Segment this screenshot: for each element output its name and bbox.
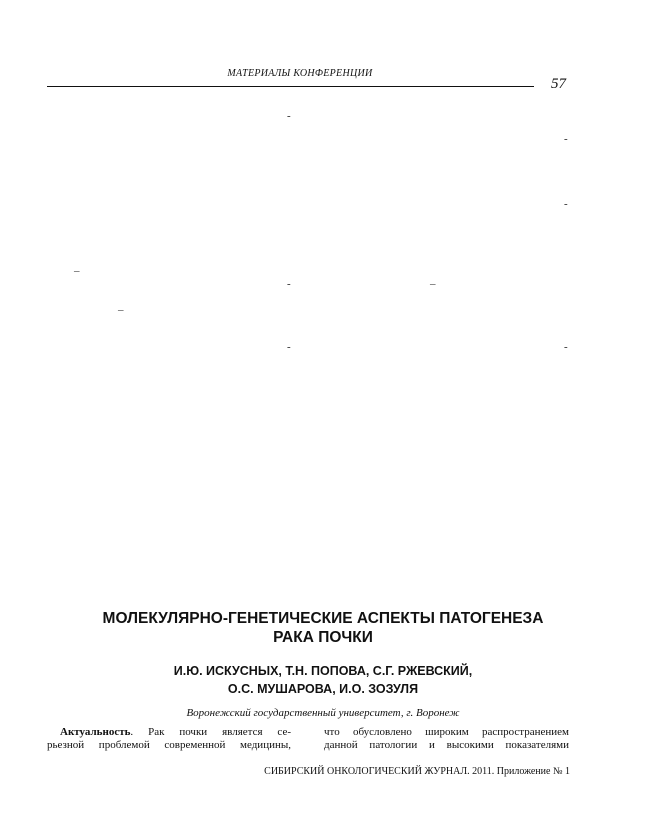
stray-dash: – [118, 304, 124, 316]
stray-dash: - [287, 110, 291, 122]
article-authors [40, 662, 606, 698]
body-column-left [47, 726, 291, 752]
authors-line: О.С. МУШАРОВА, И.О. ЗОЗУЛЯ [227, 682, 419, 696]
article-affiliation: Воронежский государственный университет, г. Воронеж [186, 707, 460, 719]
authors-line: И.Ю. ИСКУСНЫХ, Т.Н. ПОПОВА, С.Г. РЖЕВСКИЙ, [173, 664, 473, 678]
running-header: МАТЕРИАЛЫ КОНФЕРЕНЦИИ [227, 68, 373, 79]
stray-dash: - [287, 341, 291, 353]
article-title-line: РАКА ПОЧКИ [273, 629, 373, 646]
section-lead: Актуальность [60, 726, 131, 738]
body-line: что обусловлено широким распространением [324, 726, 569, 738]
journal-footer: СИБИРСКИЙ ОНКОЛОГИЧЕСКИЙ ЖУРНАЛ. 2011. Приложение № 1 [264, 766, 570, 777]
page-number: 57 [551, 76, 566, 92]
body-text: . Рак почки является се- [130, 726, 291, 738]
stray-dash: - [564, 341, 568, 353]
header-rule [47, 86, 534, 87]
article-title [40, 609, 606, 647]
stray-dash: – [74, 265, 80, 277]
body-line: данной патологии и высокими показателями [324, 739, 569, 751]
body-line [47, 726, 291, 739]
stray-dash: - [564, 198, 568, 210]
stray-dash: – [430, 278, 436, 290]
stray-dash: - [287, 278, 291, 290]
stray-dash: - [564, 133, 568, 145]
body-line: рьезной проблемой современной медицины, [47, 739, 291, 751]
article-title-line: МОЛЕКУЛЯРНО-ГЕНЕТИЧЕСКИЕ АСПЕКТЫ ПАТОГЕНЕЗА [102, 610, 544, 627]
body-column-right [324, 726, 569, 752]
